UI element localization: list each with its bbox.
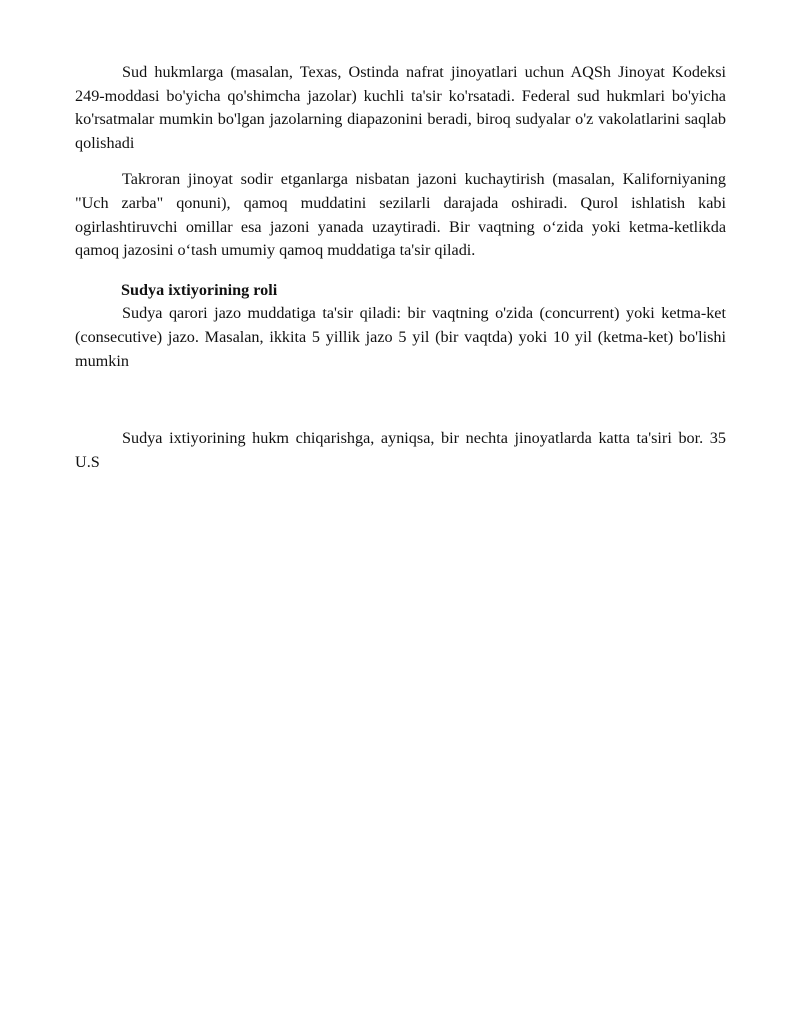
- paragraph-spacer: [75, 155, 726, 168]
- paragraph-judge-discretion: Sudya ixtiyorining hukm chiqarishga, ayniqsa, bir nechta jinoyatlarda katta ta'siri bor. 35 U.S: [75, 429, 726, 471]
- paragraph-judge-decision: Sudya qarori jazo muddatiga ta'sir qiladi: bir vaqtning o'zida (concurrent) yoki ketma-ket (consecutive) jazo. Masalan, ikkita 5 yillik jazo 5 yil (bir vaqtda) yoki 10 yil (ketma-ket) bo'lishi mumkin: [75, 304, 726, 370]
- paragraph-court-sentencing: Sud hukmlarga (masalan, Texas, Ostinda nafrat jinoyatlari uchun AQSh Jinoyat Kodeksi 249-moddasi bo'yicha qo'shimcha jazolar) kuchli ta'sir ko'rsatadi. Federal sud hukmlari bo'yicha ko'rsatmalar mumkin bo'lgan jazolarning diapazonini beradi, biroq sudyalar o'z vakolatlarini saqlab qolishadi: [75, 63, 726, 152]
- section-heading: Sudya ixtiyorining roli: [121, 280, 278, 299]
- paragraph-spacer: [75, 373, 726, 427]
- paragraph-repeat-offenders: Takroran jinoyat sodir etganlarga nisbatan jazoni kuchaytirish (masalan, Kaliforniyaning "Uch zarba" qonuni), qamoq muddatini sezilarli darajada oshiradi. Qurol ishlatish kabi ogirlashtiruvchi omillar esa jazoni yanada uzaytiradi. Bir vaqtning o‘zida yoki ketma-ketlikda qamoq jazosini o‘tash umumiy qamoq muddatiga ta'sir qiladi.: [75, 170, 726, 260]
- document-page: [75, 61, 726, 474]
- paragraph-spacer: [75, 263, 726, 279]
